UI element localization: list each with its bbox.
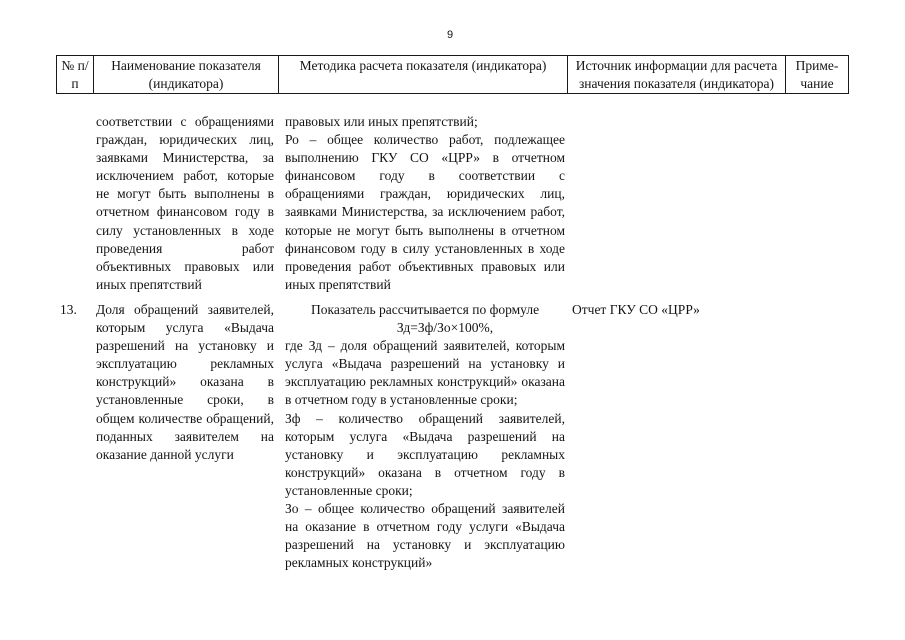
indicator-table-header [56,55,849,94]
row13-formula: Зд=Зф/Зо×100%, [396,320,494,336]
header-num: № п/п [57,56,94,94]
row13-method-intro: Показатель рассчитывается по формуле [311,302,540,317]
header-name: Наименование показателя (индикатора) [94,56,279,94]
continuation-method [285,113,565,294]
row13-method-def: Зф – количество обращений заявителей, которым услуга «Выдача разрешений на установку и эксплуатацию рекламных конструкций» оказана в отчетном году в установленные сроки; [285,410,565,498]
continuation-method-line: правовых или иных препятствий; [285,114,478,129]
header-method: Методика расчета показателя (индикатора) [279,56,568,94]
header-source: Источник информации для расчета значения показателя (индикатора) [568,56,786,94]
row13-method [285,301,565,572]
header-note: Приме- чание [786,56,849,94]
continuation-name: соответствии с обращениями граждан, юридических лиц, заявками Министерства, за исключением работ, которые не могут быть выполнены в отчетном финансовом году в силу установленных в ходе проведения работ объективных правовых или иных препятствий [96,114,274,292]
row13-method-def: где Зд – доля обращений заявителей, которым услуга «Выдача разрешений на установку и эксплуатацию рекламных конструкций» оказана в отчетном году в установленные сроки; [285,338,565,408]
row13-name: Доля обращений заявителей, которым услуга «Выдача разрешений на установку и эксплуатацию рекламных конструкций» оказана в установленные сроки, в общем количестве обращений, поданных заявителем на оказание данной услуги [96,302,274,462]
row13-num: 13. [60,302,77,317]
continuation-method-line: Ро – общее количество работ, подлежащее выполнению ГКУ СО «ЦРР» в отчетном финансовом году в соответствии с обращениями граждан, юридических лиц, заявками Министерства, за исключением работ, которые не могут быть выполнены в отчетном финансовом году в силу установленных в ходе проведения работ объективных правовых или иных препятствий [285,132,565,292]
row13-method-def: Зо – общее количество обращений заявителей на оказание в отчетном году услуги «Выдача разрешений на установку и эксплуатацию рекламных конструкций» [285,501,565,571]
row13-source: Отчет ГКУ СО «ЦРР» [572,302,700,317]
page-number: 9 [447,29,454,41]
